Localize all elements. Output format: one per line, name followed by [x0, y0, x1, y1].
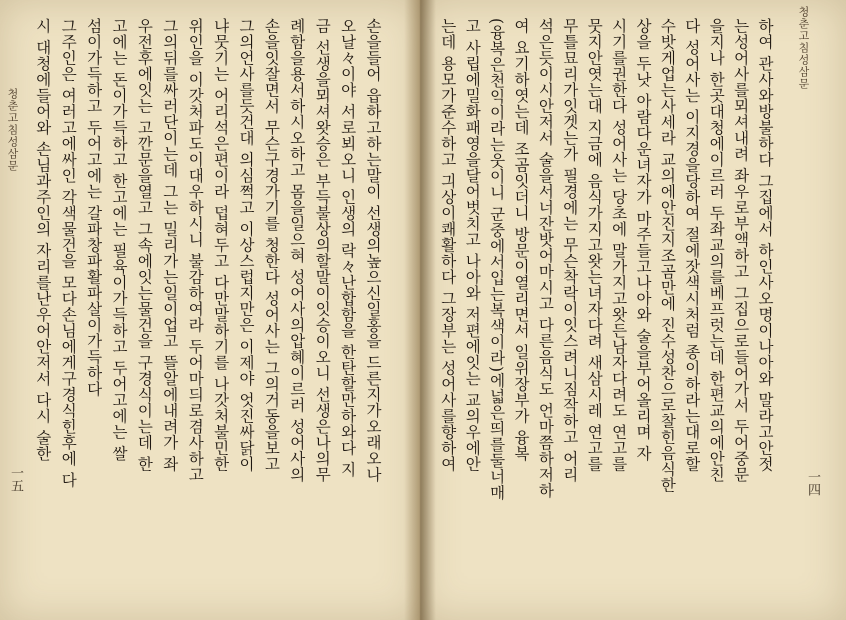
- text-column: 시기를권한다 성어사는 당초에 말가지고왓든남자다려도 연고를: [609, 18, 628, 472]
- text-column: 그의언사를듯건대 의심쩍고 이상스럽지만은 이제야 엇진싸닭이: [237, 18, 255, 472]
- book-gutter: [404, 0, 436, 620]
- text-column: 그의뒤를싸러단이는데 그는 밀리가는일이업고 뜰알에내려가 좌: [160, 18, 179, 472]
- text-column: 위인을 이갓처파도이대우하시니 불감하여라 두어마듸로겸사하고: [186, 18, 205, 483]
- text-column: 손을들어 읍하고하는말이 선생의높으신일홍을 드른지가오래오나: [364, 18, 382, 483]
- right-running-head: 청춘고침성삼문: [797, 6, 810, 90]
- text-column: 수밧게업는사세라 교의에안진지조곰만에 진수성찬으로찰힌음식한: [658, 18, 677, 493]
- text-column: 례함을용서하시오하고 몸을일으혀 성어사의압혜이르러 성어사의: [287, 18, 306, 483]
- left-running-head: 청춘고침성삼문: [6, 88, 19, 172]
- text-column: 섬이가득하고 두어고에는 갈파창파활파살이가득하다: [84, 18, 103, 397]
- text-column: (융복은천익이라는웃이니 군중에서입는복색이라)에넓은띄를둘너매: [487, 18, 506, 501]
- left-page: [0, 0, 420, 620]
- text-column: 시 대청에들어와 손님과주인의 자리를난우어안저서 다시 술한: [33, 18, 52, 462]
- text-column: 금 선생을뫼셔왓승은 부득불상의할말이잇승이오니 선생은나의무: [313, 18, 332, 483]
- text-column: 을지나 한곳대청에이르러 두좌교의를베프럿는데 한편교의에안친: [707, 18, 726, 483]
- right-text-block: [432, 18, 782, 603]
- right-page-number: 一四: [805, 470, 820, 496]
- text-column: 오날々이야 서로뵈오니 인생의 락々난합함을 한탄할만하와다 지: [338, 18, 357, 478]
- text-column: 고에는 돈이가득하고 한고에는 필육이가득하고 두어고에는 쌀: [110, 18, 128, 462]
- text-column: 석은듯이시안저서 술을서너잔밧어마시고 다른음식도 언마쯤하저하: [536, 18, 555, 499]
- text-column: 그주인은 여러고에싸인 각색물건을 모다손님에게구경식힌후에 다: [59, 18, 78, 488]
- text-column: 우전후에잇는 고깐문을열고 그속에잇는물건을 구경식이는데 한: [135, 18, 154, 472]
- text-column: 여 요기하엿는데 조곰잇더니 방문이열리면서 일위장부가 융복: [512, 18, 530, 462]
- text-column: 는데 용모가준수하고 긔상이쾌활하다 그장부는 성어사를향하여: [438, 18, 457, 472]
- right-page: [420, 0, 846, 620]
- text-column: 다 성어사는 이지경을당하여 절에잣색시처럼 종이하라는대로할: [682, 18, 701, 472]
- text-column: 손을잇잘면서 무슨구경가기를 청한다 성어사는 그의거동을보고: [262, 18, 281, 472]
- text-column: 무틀묘리가잇겟는가 필경에는 무슨착락이잇스려니짐작하고 어리: [560, 18, 579, 483]
- text-column: 상을 두낫 아람다운녀자가 마주들고나아와 술을부어올리며 자: [634, 18, 652, 462]
- text-column: 는성어사를뫼셔내려 좌우로부액하고 그집으로들어가서 두어중문: [731, 18, 750, 483]
- text-column: 뭇지안엿는대 지금에 음식가지고왓는녀자다려 새삼시레 연고를: [585, 18, 604, 472]
- text-column: 고 사립에밀화패영을달어벗치고 나아와 저편에잇는 교의우에안: [463, 18, 482, 472]
- left-page-number: 一五: [8, 466, 23, 492]
- text-column: 하여 관사와방불하다 그집에서 하인사오명이나아와 말라고안젓: [756, 18, 774, 472]
- text-column: 냐뭇기는 어리석은편이라 덥혀두고 다만말하기를 나갓처불민한: [211, 18, 230, 472]
- left-text-block: [28, 18, 390, 603]
